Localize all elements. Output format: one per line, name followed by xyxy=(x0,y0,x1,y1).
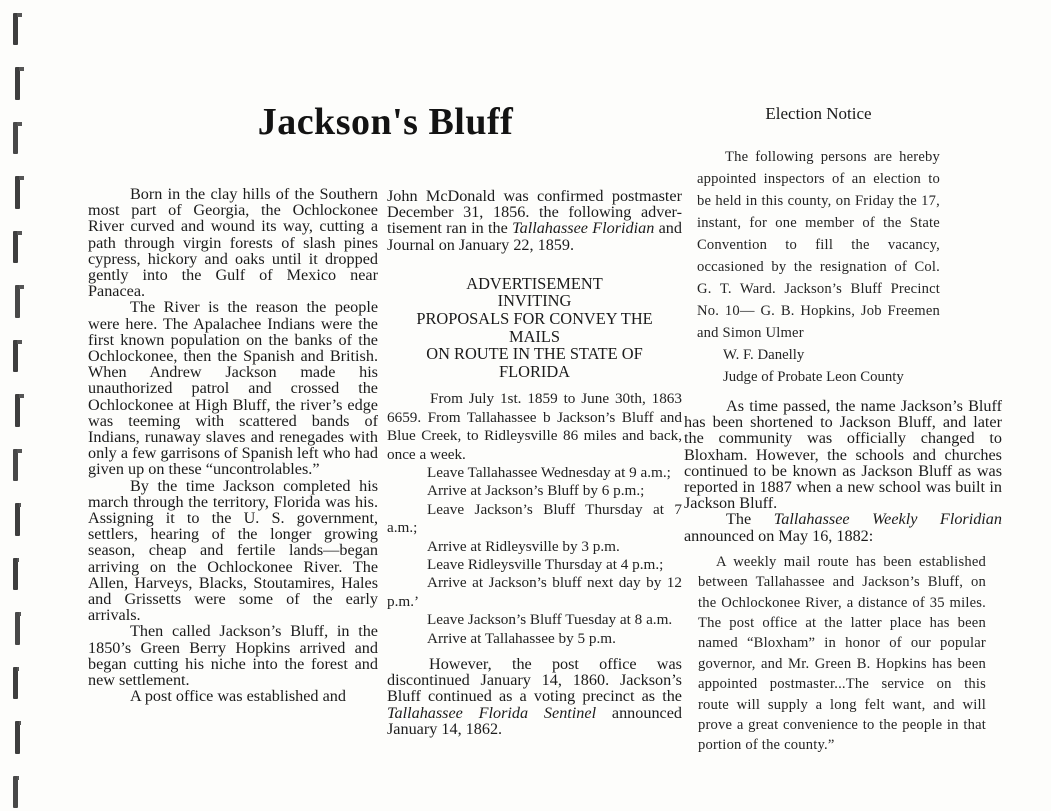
advertisement-line: MAILS xyxy=(509,326,560,346)
advertisement-line: ADVERTISEMENT xyxy=(466,273,603,293)
binding-hole-mark xyxy=(13,667,18,699)
binding-hole-mark xyxy=(13,122,18,154)
election-notice-body: The following persons are hereby appointed inspectors of an election to be held in this county, on Friday the 17, instant, for one member of the State Convention to fill the vacancy, occasioned by the resignation of Col. G. T. Ward. Jackson’s Bluff Precinct No. 10— G. B. Hopkins, Job Freemen and Simon Ulmer xyxy=(697,149,940,341)
paragraph-text: announced January 14, 1862. xyxy=(387,703,682,738)
paragraph-early-peoples: The River is the reason the people were here. The Apalachee Indians were the first known population on the banks of the Ochlockonee, then the Spanish and British. When Andrew Jackson made his unauthorized patrol and crossed the Ochlockonee at High Bluff, the river’s edge was teeming with scattered bands of Indians, runaway slaves and renegades with only a few garrisons of Spanish left who had given up on these “uncontrolables.” xyxy=(88,298,378,479)
schedule-line: Arrive at Jackson’s Bluff by 6 p.m.; xyxy=(427,482,645,500)
column-middle xyxy=(387,188,682,737)
spiral-binding xyxy=(13,13,29,808)
paragraph-river-origin: Born in the clay hills of the Southern most part of Georgia, the Ochlockonee River curved and wound its way, cutting a path through virgin forests of slash pines cypress, hickory and oaks until it dropped gently into the Gulf of Mexico near Panacea. xyxy=(88,185,378,301)
binding-hole-mark xyxy=(13,449,18,481)
binding-hole-mark xyxy=(15,721,20,754)
binding-hole-mark xyxy=(15,503,20,536)
binding-hole-mark xyxy=(13,558,18,590)
election-notice xyxy=(697,104,940,388)
paragraph-text: However, the post office was discontinued January 14, 1860. Jackson’s Bluff continued as a voting precinct as the xyxy=(387,655,682,706)
mail-route-schedule xyxy=(387,390,682,648)
paragraph-text: and Journal on January 22, 1859. xyxy=(387,219,682,254)
paragraph-text: John McDonald was confirmed postmaster December 31, 1856. the following adver-tisement ran in the xyxy=(387,187,682,238)
newspaper-name: Tallahassee Florida Sentinel xyxy=(387,703,597,722)
column-left xyxy=(88,186,378,705)
schedule-line: Leave Ridleysville Thursday at 4 p.m.; xyxy=(427,556,664,574)
schedule-line: Leave Tallahassee Wednesday at 9 a.m.; xyxy=(427,464,671,481)
paragraph-discontinued xyxy=(387,656,682,737)
schedule-line: Arrive at Tallahassee by 5 p.m. xyxy=(427,629,616,647)
binding-hole-mark xyxy=(15,176,20,209)
column-right xyxy=(684,104,1002,756)
route-description: From July 1st. 1859 to June 30th, 1863 6659. From Tallahassee b Jackson’s Bluff and Blue Creek, to Ridleysville 86 miles and back, once a week. xyxy=(387,390,682,463)
newspaper-quote: A weekly mail route has been established between Tallahassee and Jackson’s Bluff, on the Ochlockonee River, a distance of 35 miles. The post office at the latter place has been named “Bloxham” in honor of our popular governor, and Mr. Green B. Hopkins has been appointed postmaster...The service on this route will supply a long felt want, and will prove a great convenience to the people in that portion of the county.” xyxy=(698,553,986,754)
paragraph-weekly-floridian xyxy=(684,511,1002,543)
binding-hole-mark xyxy=(15,67,20,100)
signature-title: Judge of Probate Leon County xyxy=(723,369,904,385)
binding-hole-mark xyxy=(15,612,20,645)
advertisement-line: PROPOSALS FOR CONVEY THE xyxy=(416,309,653,328)
paragraph-green-berry-hopkins: Then called Jackson’s Bluff, in the 1850’s Green Berry Hopkins arrived and began cutting his niche into the forest and new settlement. xyxy=(88,622,378,690)
binding-hole-mark xyxy=(15,394,20,427)
signature-name: W. F. Danelly xyxy=(723,347,805,363)
binding-hole-mark xyxy=(13,13,18,45)
advertisement-line: INVITING xyxy=(497,291,572,311)
binding-hole-mark xyxy=(13,776,18,808)
schedule-line: Arrive at Jackson’s bluff next day by 12 p.m.’ xyxy=(387,574,682,610)
schedule-line: Arrive at Ridleysville by 3 p.m. xyxy=(427,537,620,555)
advertisement-heading xyxy=(387,275,682,381)
advertisement-line: FLORIDA xyxy=(498,361,571,381)
binding-hole-mark xyxy=(13,340,18,372)
paragraph-text: announced on May 16, 1882: xyxy=(684,526,874,545)
article-title: Jackson's Bluff xyxy=(257,101,514,143)
binding-hole-mark xyxy=(15,285,20,318)
advertisement-line: ON ROUTE IN THE STATE OF xyxy=(426,344,643,364)
paragraph-text: The xyxy=(726,510,774,529)
paragraph-name-change: As time passed, the name Jackson’s Bluff has been shortened to Jackson Bluff, and later the community was officially changed to Bloxham. However, the schools and churches continued to be known as Jackson Bluff as was reported in 1887 when a new school was built in Jackson Bluff. xyxy=(684,397,1002,513)
newspaper-name: Tallahassee Floridian xyxy=(512,219,655,238)
paragraph-settlers-arrive: By the time Jackson completed his march through the territory, Florida was his. Assigning it to the U. S. government, settlers, hearing of the longer growing season, cheap and fertile lands—began arriving on the Ochlockonee River. The Allen, Harveys, Blacks, Stoutamires, Hales and Grissetts were some of the early arrivals. xyxy=(88,476,378,625)
newspaper-name: Tallahassee Weekly Floridian xyxy=(773,510,1002,529)
paragraph-post-office: A post office was established and xyxy=(130,687,346,706)
binding-hole-mark xyxy=(13,231,18,263)
schedule-line: Leave Jackson’s Bluff Tuesday at 8 a.m. xyxy=(427,611,673,629)
paragraph-postmaster xyxy=(387,188,682,253)
schedule-line: Leave Jackson’s Bluff Thursday at 7 a.m.; xyxy=(387,500,682,537)
election-notice-heading: Election Notice xyxy=(765,104,872,123)
